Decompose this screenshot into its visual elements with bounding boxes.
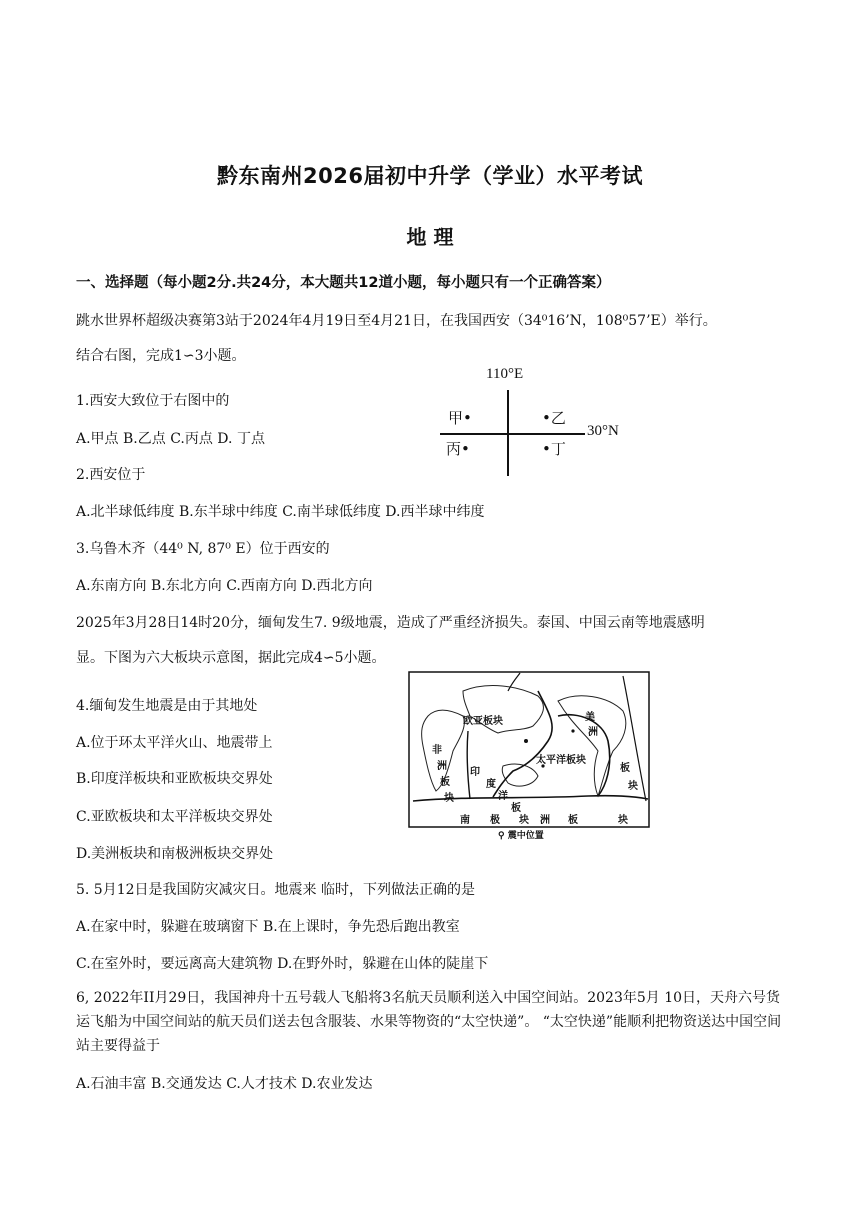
q3-options: A.东南方向 B.东北方向 C.西南方向 D.西北方向 bbox=[76, 578, 373, 594]
epicenter-pin-icon: ⚲ bbox=[498, 831, 505, 841]
point-jia: 甲• bbox=[448, 409, 472, 427]
label-ne-2: 洲 bbox=[588, 727, 598, 738]
map-legend bbox=[498, 828, 544, 841]
label-indian-4: 板 bbox=[511, 803, 521, 814]
plate-map-figure bbox=[408, 671, 650, 839]
label-indian-2: 度 bbox=[486, 779, 496, 790]
label-african-4: 块 bbox=[444, 793, 454, 804]
coordinate-figure bbox=[430, 362, 640, 482]
label-african-2: 洲 bbox=[437, 761, 447, 772]
label-antarctic-1: 南 bbox=[460, 815, 470, 826]
longitude-label: 110°E bbox=[486, 366, 524, 382]
exam-title: 黔东南州2026届初中升学（学业）水平考试 bbox=[217, 164, 643, 188]
legend-label: 震中位置 bbox=[507, 831, 544, 841]
label-antarctic-5: 块 bbox=[618, 815, 628, 826]
q4-option-b: B.印度洋板块和亚欧板块交界处 bbox=[76, 771, 273, 787]
label-indian-5: 块 bbox=[519, 815, 529, 826]
passage2-line1: 2025年3月28日14时20分，缅甸发生7. 9级地震，造成了严重经济损失。泰国、中国云南等地震感明 bbox=[76, 615, 705, 631]
plate-map bbox=[408, 671, 650, 839]
q4-option-d: D.美洲板块和南极洲板块交界处 bbox=[76, 846, 274, 862]
q1-options: A.甲点 B.乙点 C.丙点 D. 丁点 bbox=[76, 431, 265, 447]
passage2-line2: 显。下图为六大板块示意图，据此完成4∽5小题。 bbox=[76, 650, 386, 666]
point-yi: •乙 bbox=[542, 409, 566, 427]
q1-stem: 1.西安大致位于右图中的 bbox=[76, 393, 230, 409]
label-eurasian: 欧亚板块 bbox=[463, 716, 503, 727]
latitude-label: 30°N bbox=[587, 423, 619, 439]
label-african-1: 非 bbox=[432, 745, 442, 756]
q5-options-cd: C.在室外时，要远离高大建筑物 D.在野外时，躲避在山体的陡崖下 bbox=[76, 956, 489, 972]
q2-options: A.北半球低纬度 B.东半球中纬度 C.南半球低纬度 D.西半球中纬度 bbox=[76, 504, 485, 520]
label-american-2: 块 bbox=[628, 781, 638, 792]
label-pacific: 太平洋板块 bbox=[536, 755, 586, 766]
q6-options: A.石油丰富 B.交通发达 C.人才技术 D.农业发达 bbox=[76, 1076, 373, 1092]
passage1-line1: 跳水世界杯超级决赛第3站于2024年4月19日至4月21日，在我国西安（34⁰16’N，108⁰57’E）举行。 bbox=[76, 313, 717, 329]
q3-stem: 3.乌鲁木齐（44⁰ N, 87⁰ E）位于西安的 bbox=[76, 541, 330, 557]
label-indian-3: 洋 bbox=[498, 791, 508, 802]
parallel-line bbox=[440, 433, 585, 435]
section-heading: 一、选择题（每小题2分.共24分，本大题共12道小题，每小题只有一个正确答案） bbox=[76, 275, 611, 291]
label-antarctic-2: 极 bbox=[490, 815, 500, 826]
subject-title: 地 理 bbox=[406, 225, 454, 249]
passage1-line2: 结合右图，完成1∽3小题。 bbox=[76, 348, 246, 364]
q6-stem: 6, 2022年II月29日，我国神舟十五号载人飞船将3名航天员顺利送入中国空间站。2023年5月 10日，天舟六号货运飞船为中国空间站的航天员们送去包含服装、水果等物资的“太空快递”。 “太空快递”能顺利把物资送达中国空间站主要得益于 bbox=[76, 990, 782, 1054]
label-antarctic-4: 板 bbox=[568, 815, 578, 826]
q2-stem: 2.西安位于 bbox=[76, 467, 146, 483]
q4-option-a: A.位于环太平洋火山、地震带上 bbox=[76, 735, 273, 751]
label-african-3: 板 bbox=[440, 777, 450, 788]
q5-options-ab: A.在家中时，躲避在玻璃窗下 B.在上课时，争先恐后跑出教室 bbox=[76, 919, 460, 935]
q4-stem: 4.缅甸发生地震是由于其地处 bbox=[76, 698, 258, 714]
label-indian-1: 印 bbox=[470, 767, 480, 778]
point-bing: 丙• bbox=[446, 440, 470, 458]
label-american-1: 板 bbox=[620, 763, 630, 774]
point-ding: •丁 bbox=[542, 440, 566, 458]
q5-stem: 5. 5月12日是我国防灾减灾日。地震来 临时，下列做法正确的是 bbox=[76, 882, 475, 898]
label-antarctic-3: 洲 bbox=[540, 815, 550, 826]
label-ne-1: 美 bbox=[585, 712, 595, 723]
q4-option-c: C.亚欧板块和太平洋板块交界处 bbox=[76, 809, 273, 825]
